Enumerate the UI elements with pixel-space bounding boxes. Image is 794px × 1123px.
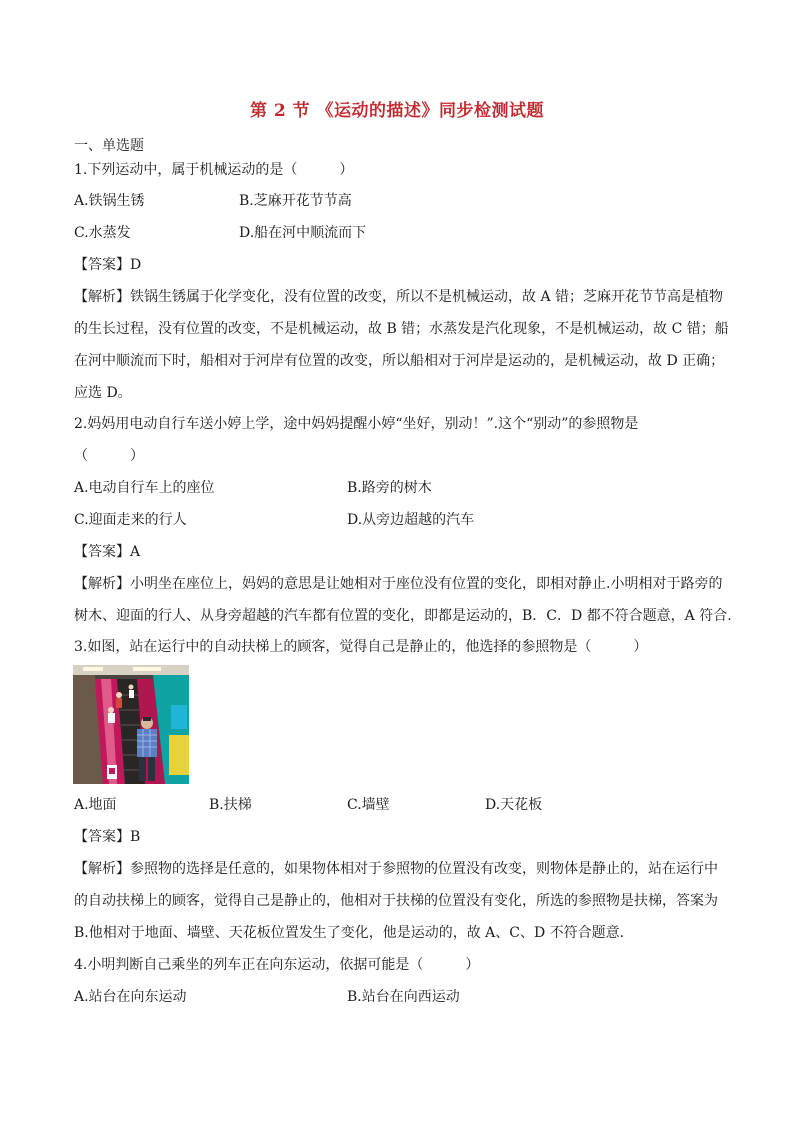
q3-option-b: B.扶梯 — [209, 797, 252, 813]
question-4-stem: 4.小明判断自己乘坐的列车正在向东运动，依据可能是（ ） — [74, 957, 480, 973]
q3-analysis-line: 【解析】参照物的选择是任意的，如果物体相对于参照物的位置没有改变，则物体是静止的，站在运行中 — [74, 861, 718, 877]
q1-option-c: C.水蒸发 — [74, 225, 131, 241]
q4-option-a: A.站台在向东运动 — [74, 989, 187, 1005]
q3-analysis-line: B.他相对于地面、墙壁、天花板位置发生了变化，他是运动的，故 A、C、D 不符合题意. — [74, 925, 625, 941]
q2-option-d: D.从旁边超越的汽车 — [347, 512, 475, 528]
q1-option-b: B.芝麻开花节节高 — [239, 193, 352, 209]
q2-option-a: A.电动自行车上的座位 — [74, 480, 215, 496]
q3-answer: 【答案】B — [74, 829, 141, 845]
q1-option-a: A.铁锅生锈 — [74, 193, 145, 209]
q3-option-a: A.地面 — [74, 797, 117, 813]
question-1-stem: 1.下列运动中，属于机械运动的是（ ） — [74, 162, 354, 178]
q1-answer: 【答案】D — [74, 257, 142, 273]
q2-answer: 【答案】A — [74, 544, 141, 560]
q2-analysis-line: 树木、迎面的行人、从身旁超越的汽车都有位置的变化，即都是运动的，B．C．D 都不符合题意，A 符合. — [74, 608, 732, 624]
section-heading: 一、单选题 — [74, 138, 144, 154]
q2-option-b: B.路旁的树木 — [347, 480, 432, 496]
q2-option-c: C.迎面走来的行人 — [74, 512, 187, 528]
q3-option-d: D.天花板 — [485, 797, 543, 813]
escalator-photo — [73, 665, 189, 784]
q1-analysis-line: 的生长过程，没有位置的改变，不是机械运动，故 B 错；水蒸发是汽化现象，不是机械运动，故 C 错；船 — [74, 321, 729, 337]
page-title: 第 2 节 《运动的描述》同步检测试题 — [249, 101, 545, 121]
q4-option-b: B.站台在向西运动 — [347, 989, 460, 1005]
q2-analysis-line: 【解析】小明坐在座位上，妈妈的意思是让她相对于座位没有位置的变化，即相对静止.小明相对于路旁的 — [74, 576, 723, 592]
q1-analysis-line: 在河中顺流而下时，船相对于河岸有位置的改变，所以船相对于河岸是运动的，是机械运动，故 D 正确； — [74, 353, 725, 369]
q1-option-d: D.船在河中顺流而下 — [239, 225, 367, 241]
question-3-stem: 3.如图，站在运行中的自动扶梯上的顾客，觉得自己是静止的，他选择的参照物是（ ） — [74, 639, 648, 655]
q3-option-c: C.墙壁 — [347, 797, 390, 813]
question-2-stem-cont: （ ） — [74, 448, 144, 464]
q1-analysis-line: 应选 D。 — [74, 385, 132, 401]
q1-analysis-line: 【解析】铁锅生锈属于化学变化，没有位置的改变，所以不是机械运动，故 A 错；芝麻开花节节高是植物 — [74, 289, 724, 305]
q3-analysis-line: 的自动扶梯上的顾客，觉得自己是静止的，他相对于扶梯的位置没有变化，所选的参照物是扶梯，答案为 — [74, 893, 718, 909]
question-2-stem: 2.妈妈用电动自行车送小婷上学，途中妈妈提醒小婷“坐好，别动！”.这个“别动”的参照物是 — [74, 416, 639, 432]
